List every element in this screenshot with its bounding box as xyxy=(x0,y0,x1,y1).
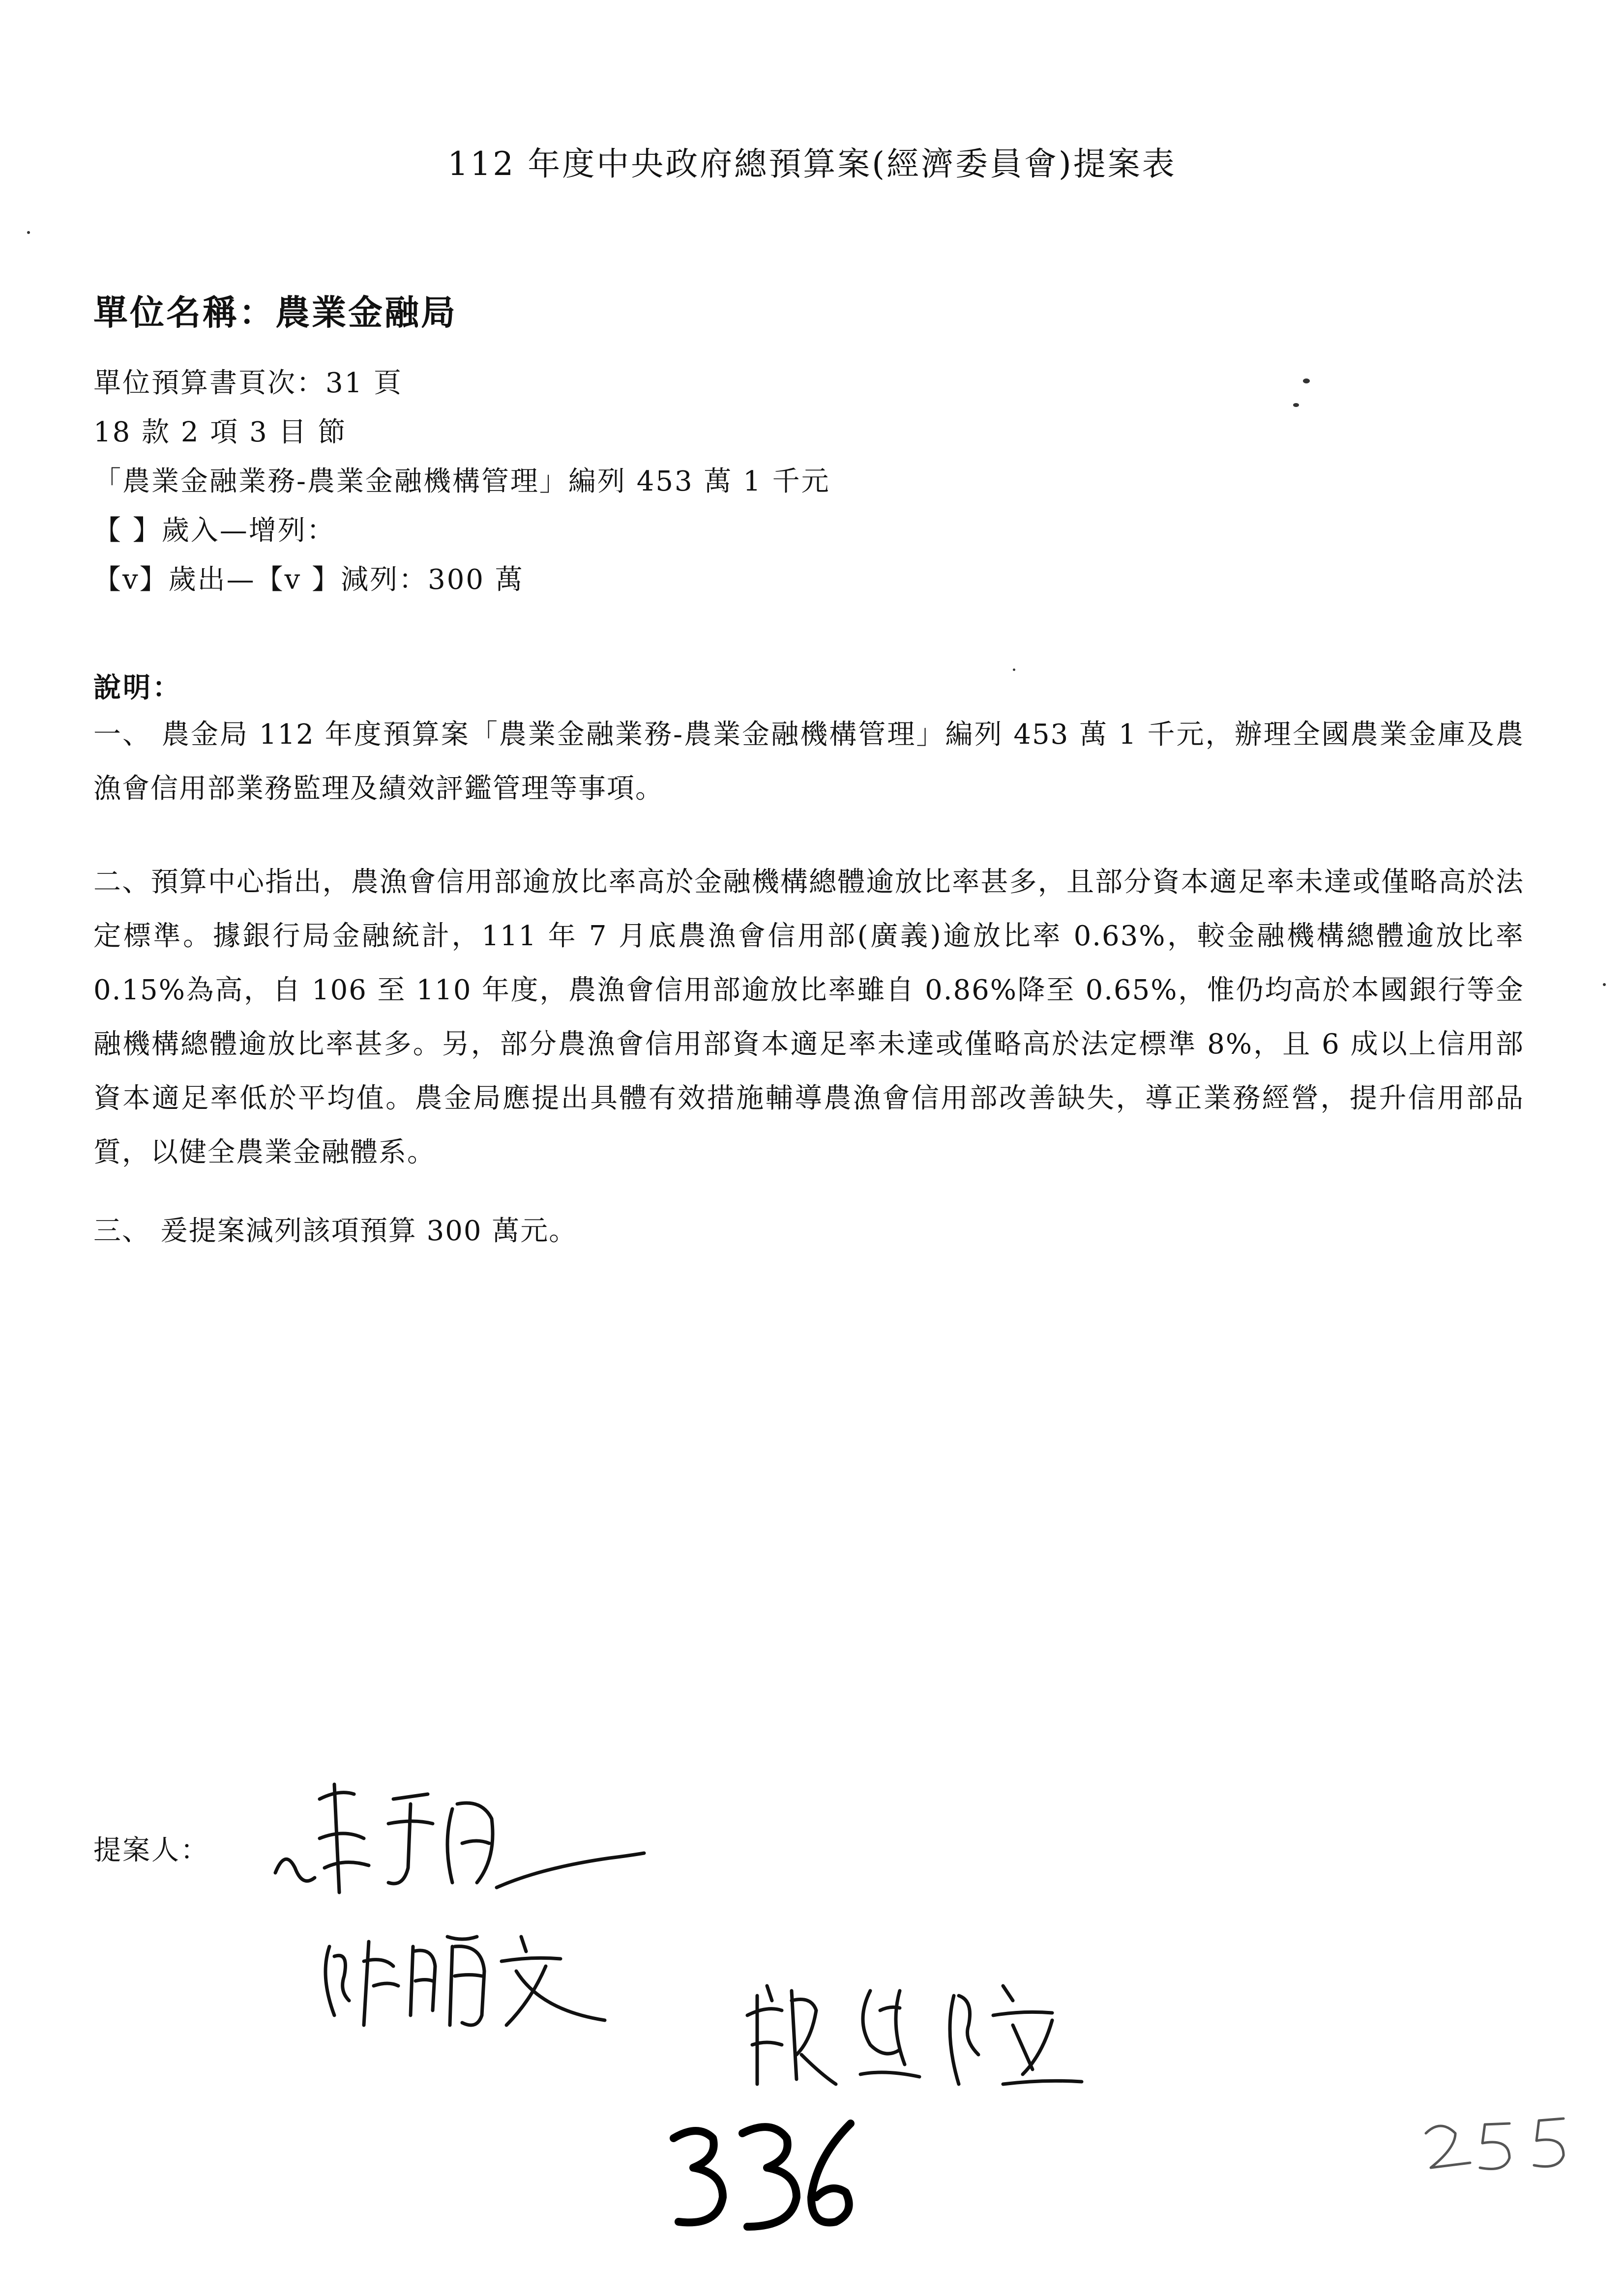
scan-speck xyxy=(1603,983,1606,986)
explanation-label: 說明： xyxy=(93,671,182,704)
scan-speck xyxy=(1303,378,1310,383)
budget-reference-block xyxy=(93,359,830,605)
program-line: 「農業金融業務-農業金融機構管理」編列 453 萬 1 千元 xyxy=(93,465,830,497)
signature-2 xyxy=(315,1917,620,2040)
page-reference: 單位預算書頁次：31 頁 xyxy=(93,367,403,399)
item-reference: 18 款 2 項 3 目 節 xyxy=(93,416,347,448)
document-title: 112 年度中央政府總預算案(經濟委員會)提案表 xyxy=(447,145,1177,183)
handwritten-small-number xyxy=(1416,2104,1583,2178)
unit-name: 單位名稱：農業金融局 xyxy=(93,292,457,333)
explanation-paragraph-3: 三、 爰提案減列該項預算 300 萬元。 xyxy=(93,1215,578,1247)
signature-3 xyxy=(738,1956,1092,2104)
revenue-line: 【 】歲入—增列： xyxy=(93,515,336,547)
expenditure-line: 【v】歲出—【v 】減列：300 萬 xyxy=(93,564,524,596)
handwritten-page-number xyxy=(659,2109,870,2246)
proposer-label: 提案人： xyxy=(93,1834,209,1866)
signature-1 xyxy=(266,1770,649,1917)
explanation-paragraph-1: 一、 農金局 112 年度預算案「農業金融業務-農業金融機構管理」編列 453 萬 1 千元，辦理全國農業金庫及農漁會信用部業務監理及績效評鑑管理等事項。 xyxy=(93,719,1524,805)
scan-speck xyxy=(1293,403,1299,407)
scan-speck xyxy=(27,231,30,234)
explanation-paragraph-2: 二、預算中心指出，農漁會信用部逾放比率高於金融機構總體逾放比率甚多，且部分資本適足率未達或僅略高於法定標準。據銀行局金融統計，111 年 7 月底農漁會信用部(廣義)逾放比率 0.63%，較金融機構總體逾放比率 0.15%為高，自 106 至 110 年度，農漁會信用部逾放比率雖自 0.86%降至 0.65%，惟仍均高於本國銀行等金融機構總體逾放比率甚多。另，部分農漁會信用部資本適足率未達或僅略高於法定標準 8%，且 6 成以上信用部資本適足率低於平均值。農金局應提出具體有效措施輔導農漁會信用部改善缺失，導正業務經營，提升信用部品質，以健全農業金融體系。 xyxy=(93,866,1524,1168)
scan-speck xyxy=(1013,668,1015,671)
